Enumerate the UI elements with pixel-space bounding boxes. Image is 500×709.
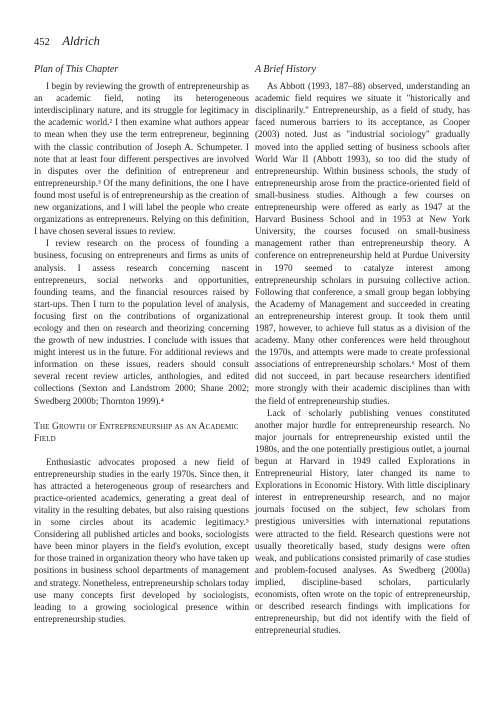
plan-heading: Plan of This Chapter (34, 64, 119, 75)
paragraph: Enthusiastic advocates proposed a new field of entrepreneurship studies in the early 1970s. Since then, it has attracted a heterogeneous group of researchers and practice-oriented academics, generating a great deal of vitality in the resulting debates, but also raising questions in some circles about its academic legitimacy.⁵ Considering all published articles and books, sociologists have been minor players in the field's evolution, except for those trained in organization theory who have taken up positions in business school departments of management and strategy. Nonetheless, entrepreneurship scholars today use many concepts first developed by sociologists, leading to a growing sociological presence within entrepreneurship studies. (34, 456, 249, 624)
paragraph: Lack of scholarly publishing venues constituted another major hurdle for entrepreneurship research. No major journals for entrepreneurship existed until the 1980s, and the one potentially prestigious outlet, a journal begun at Harvard in 1949 called Explorations in Entrepreneurial History, later changed its name to Explorations in Economic History. With little disciplinary interest in entrepreneurship research, and no major journals focused on the subject, few scholars from prestigious universities with international reputations were attracted to the field. Research questions were not usually theoretically based, study designs were often weak, and publications consisted primarily of case studies and problem-focused analyses. As Swedberg (2000a) implied, discipline-based scholars, particularly economists, often wrote on the topic of entrepreneurship, or described research findings with implications for entrepreneurship, but did not identify with the field of entrepreneurial studies. (255, 407, 470, 636)
paragraph: I begin by reviewing the growth of entrepreneurship as an academic field, noting its heterogeneous interdisciplinary nature, and its struggle for legitimacy in the academic world.² I then examine what authors appear to mean when they use the term entrepreneur, beginning with the classic contribution of Joseph A. Schumpeter. I note that at least four different perspectives are involved in disputes over the definition of entrepreneur and entrepreneurship.³ Of the many definitions, the one I have found most useful is of entrepreneurship as the creation of new organizations, and I will label the people who create organizations as entrepreneurs. Relying on this definition, I have chosen several issues to review. (34, 81, 249, 237)
page-number: 452 (34, 37, 50, 48)
paragraph: I review research on the process of founding a business, focusing on entrepreneurs and firms as units of analysis. I assess research concerning nascent entrepreneurs, social networks and opportunities, founding teams, and the financial resources raised by start-ups. Then I turn to the population level of analysis, focusing first on the contributions of organizational ecology and then on research and theorizing concerning the growth of new industries. I conclude with issues that might interest us in the future. For additional reviews and information on these issues, readers should consult several recent review articles, anthologies, and edited collections (Sexton and Landstrom 2000; Shane 2002; Swedberg 2000b; Thornton 1999).⁴ (34, 238, 249, 406)
paragraph: As Abbott (1993, 187–88) observed, understanding an academic field requires we situate it "historically and disciplinarily." Entrepreneurship, as a field of study, has faced numerous barriers to its acceptance, as Cooper (2003) noted. Just as "industrial sociology" gradually moved into the applied setting of business schools after World War II (Abbott 1993), so too did the study of entrepreneurship. Within business schools, the study of entrepreneurship arose from the practice-oriented field of small-business studies. Although a few courses on entrepreneurship were offered as early as 1947 at the Harvard Business School and in 1953 at New York University, the courses focused on small-business management rather than entrepreneurship theory. A conference on entrepreneurship held at Purdue University in 1970 seemed to catalyze interest among entrepreneurship scholars in pursuing collective action. Following that conference, a small group began lobbying the Academy of Management and succeeded in creating an entrepreneurship interest group. It took them until 1987, however, to achieve full status as a division of the academy. Many other conferences were held throughout the 1970s, and attempts were made to create professional associations of entrepreneurship scholars.⁶ Most of them did not succeed, in part because researchers identified more strongly with their academic disciplines than with the field of entrepreneurship studies. (255, 81, 470, 406)
running-header (34, 34, 100, 49)
right-column (255, 64, 470, 636)
left-column (34, 64, 249, 625)
section-heading: The Growth of Entrepreneurship as an Academic Field (34, 420, 239, 445)
running-head-author: Aldrich (62, 34, 100, 48)
history-heading: A Brief History (255, 64, 316, 75)
